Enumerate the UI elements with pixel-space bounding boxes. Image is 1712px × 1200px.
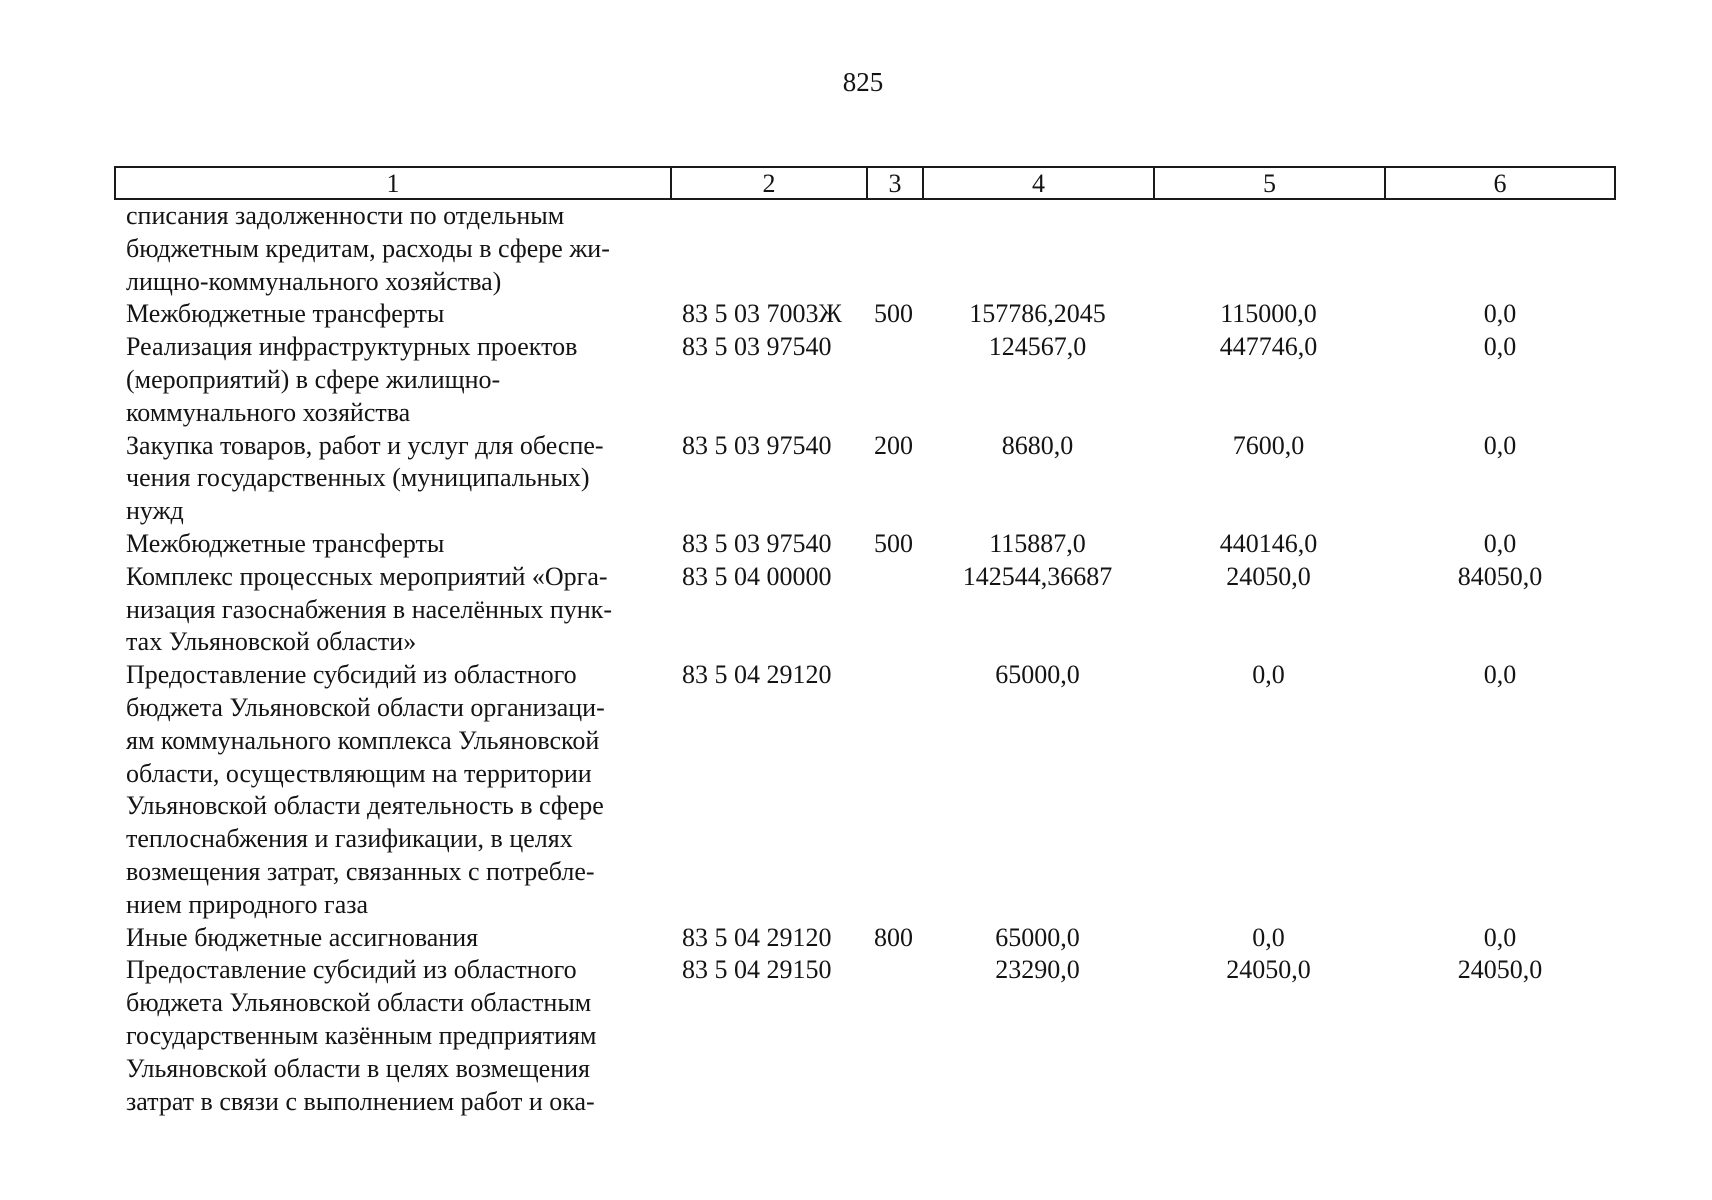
row-value-col4 [922,200,1153,298]
description-line: Предоставление субсидий из областного [126,660,577,690]
row-description [114,561,670,659]
header-col-5: 5 [1155,168,1386,198]
row-value-col4: 124567,0 [988,332,1087,362]
row-value-col5: 24050,0 [1226,955,1311,985]
description-line: Ульяновской области в целях возмещения [126,1053,590,1083]
description-line: возмещения затрат, связанных с потребле- [126,856,595,886]
row-value-col5: 115000,0 [1220,299,1317,329]
description-line: государственным казённым предприятиям [126,1020,597,1050]
row-expense-type [866,954,922,1118]
row-value-col5: 24050,0 [1226,561,1311,591]
header-col-1: 1 [116,168,672,198]
row-description [114,331,670,429]
description-line: (мероприятий) в сфере жилищно- [126,364,501,394]
row-expense-type: 200 [874,430,913,460]
table-header [114,166,1616,200]
header-col-3: 3 [868,168,924,198]
row-expense-type: 500 [874,299,913,329]
row-value-col5 [1153,200,1384,298]
description-line: ям коммунального комплекса Ульяновской [126,725,600,755]
row-code: 83 5 04 29120 [682,660,832,690]
row-value-col6: 0,0 [1483,528,1517,558]
row-code: 83 5 04 00000 [682,561,832,591]
description-line: лищно-коммунального хозяйства) [126,266,502,296]
row-value-col4: 65000,0 [995,922,1080,952]
description-line: тах Ульяновской области» [126,627,417,657]
row-expense-type [866,200,922,298]
row-description [114,430,670,528]
description-line: нием природного газа [126,889,369,919]
row-value-col5: 447746,0 [1219,332,1318,362]
row-code [670,200,866,298]
table-row [114,561,1616,659]
description-line: бюджета Ульяновской области организаци- [126,692,605,722]
row-description [114,200,670,298]
header-col-6: 6 [1493,169,1507,198]
row-value-col4: 115887,0 [989,528,1086,558]
table-row [114,200,1616,298]
table-row [114,922,1616,955]
header-col-2: 2 [672,168,868,198]
table-row [114,331,1616,429]
row-value-col6: 0,0 [1483,299,1517,329]
table-row [114,528,1616,561]
row-value-col4: 65000,0 [995,660,1080,690]
description-line: теплоснабжения и газификации, в целях [126,824,573,854]
description-line: бюджетным кредитам, расходы в сфере жи- [126,233,610,263]
row-description [114,298,670,331]
row-value-col5: 440146,0 [1219,528,1318,558]
row-description [114,528,670,561]
page-number: 825 [842,67,884,97]
description-line: Закупка товаров, работ и услуг для обеспе- [126,430,604,460]
table-body [114,200,1616,1118]
description-line: бюджета Ульяновской области областным [126,988,592,1018]
row-code: 83 5 03 97540 [682,332,832,362]
row-value-col6: 0,0 [1483,922,1517,952]
row-expense-type [866,659,922,921]
header-col-4: 4 [924,168,1155,198]
row-value-col5: 0,0 [1252,922,1285,952]
row-code: 83 5 04 29120 [682,922,832,952]
row-code: 83 5 03 97540 [682,430,832,460]
row-value-col6: 0,0 [1483,660,1517,690]
row-value-col6: 0,0 [1483,332,1517,362]
description-line: Ульяновской области деятельность в сфере [126,791,604,821]
row-code: 83 5 04 29150 [682,955,832,985]
description-line: нужд [126,496,184,526]
description-line: Реализация инфраструктурных проектов [126,332,578,362]
table-row [114,430,1616,528]
description-line: низация газоснабжения в населённых пунк- [126,594,612,624]
row-expense-type: 800 [874,922,913,952]
table-row [114,659,1616,921]
row-description [114,922,670,955]
row-value-col5: 7600,0 [1232,430,1305,460]
description-line: Предоставление субсидий из областного [126,955,577,985]
row-code: 83 5 03 97540 [682,528,832,558]
description-line: Межбюджетные трансферты [126,528,445,558]
row-value-col4: 8680,0 [1001,430,1074,460]
row-value-col4: 23290,0 [995,955,1080,985]
row-value-col4: 142544,36687 [962,561,1113,591]
table-row [114,954,1616,1118]
description-line: Межбюджетные трансферты [126,299,445,329]
row-value-col6: 24050,0 [1457,955,1543,985]
description-line: области, осуществляющим на территории [126,758,592,788]
row-code: 83 5 03 7003Ж [682,299,842,329]
row-value-col5: 0,0 [1252,660,1285,690]
description-line: Комплекс процессных мероприятий «Орга- [126,561,608,591]
row-expense-type [866,331,922,429]
row-value-col6: 0,0 [1483,430,1517,460]
row-value-col6 [1384,200,1616,298]
description-line: затрат в связи с выполнением работ и ока- [126,1086,595,1116]
row-description [114,954,670,1118]
row-expense-type [866,561,922,659]
row-expense-type: 500 [874,528,913,558]
row-value-col4: 157786,2045 [969,299,1106,329]
description-line: списания задолженности по отдельным [126,201,565,230]
row-description [114,659,670,921]
table-row [114,298,1616,331]
description-line: Иные бюджетные ассигнования [126,922,479,952]
row-value-col6: 84050,0 [1457,561,1543,591]
description-line: коммунального хозяйства [126,397,411,427]
description-line: чения государственных (муниципальных) [126,463,590,493]
